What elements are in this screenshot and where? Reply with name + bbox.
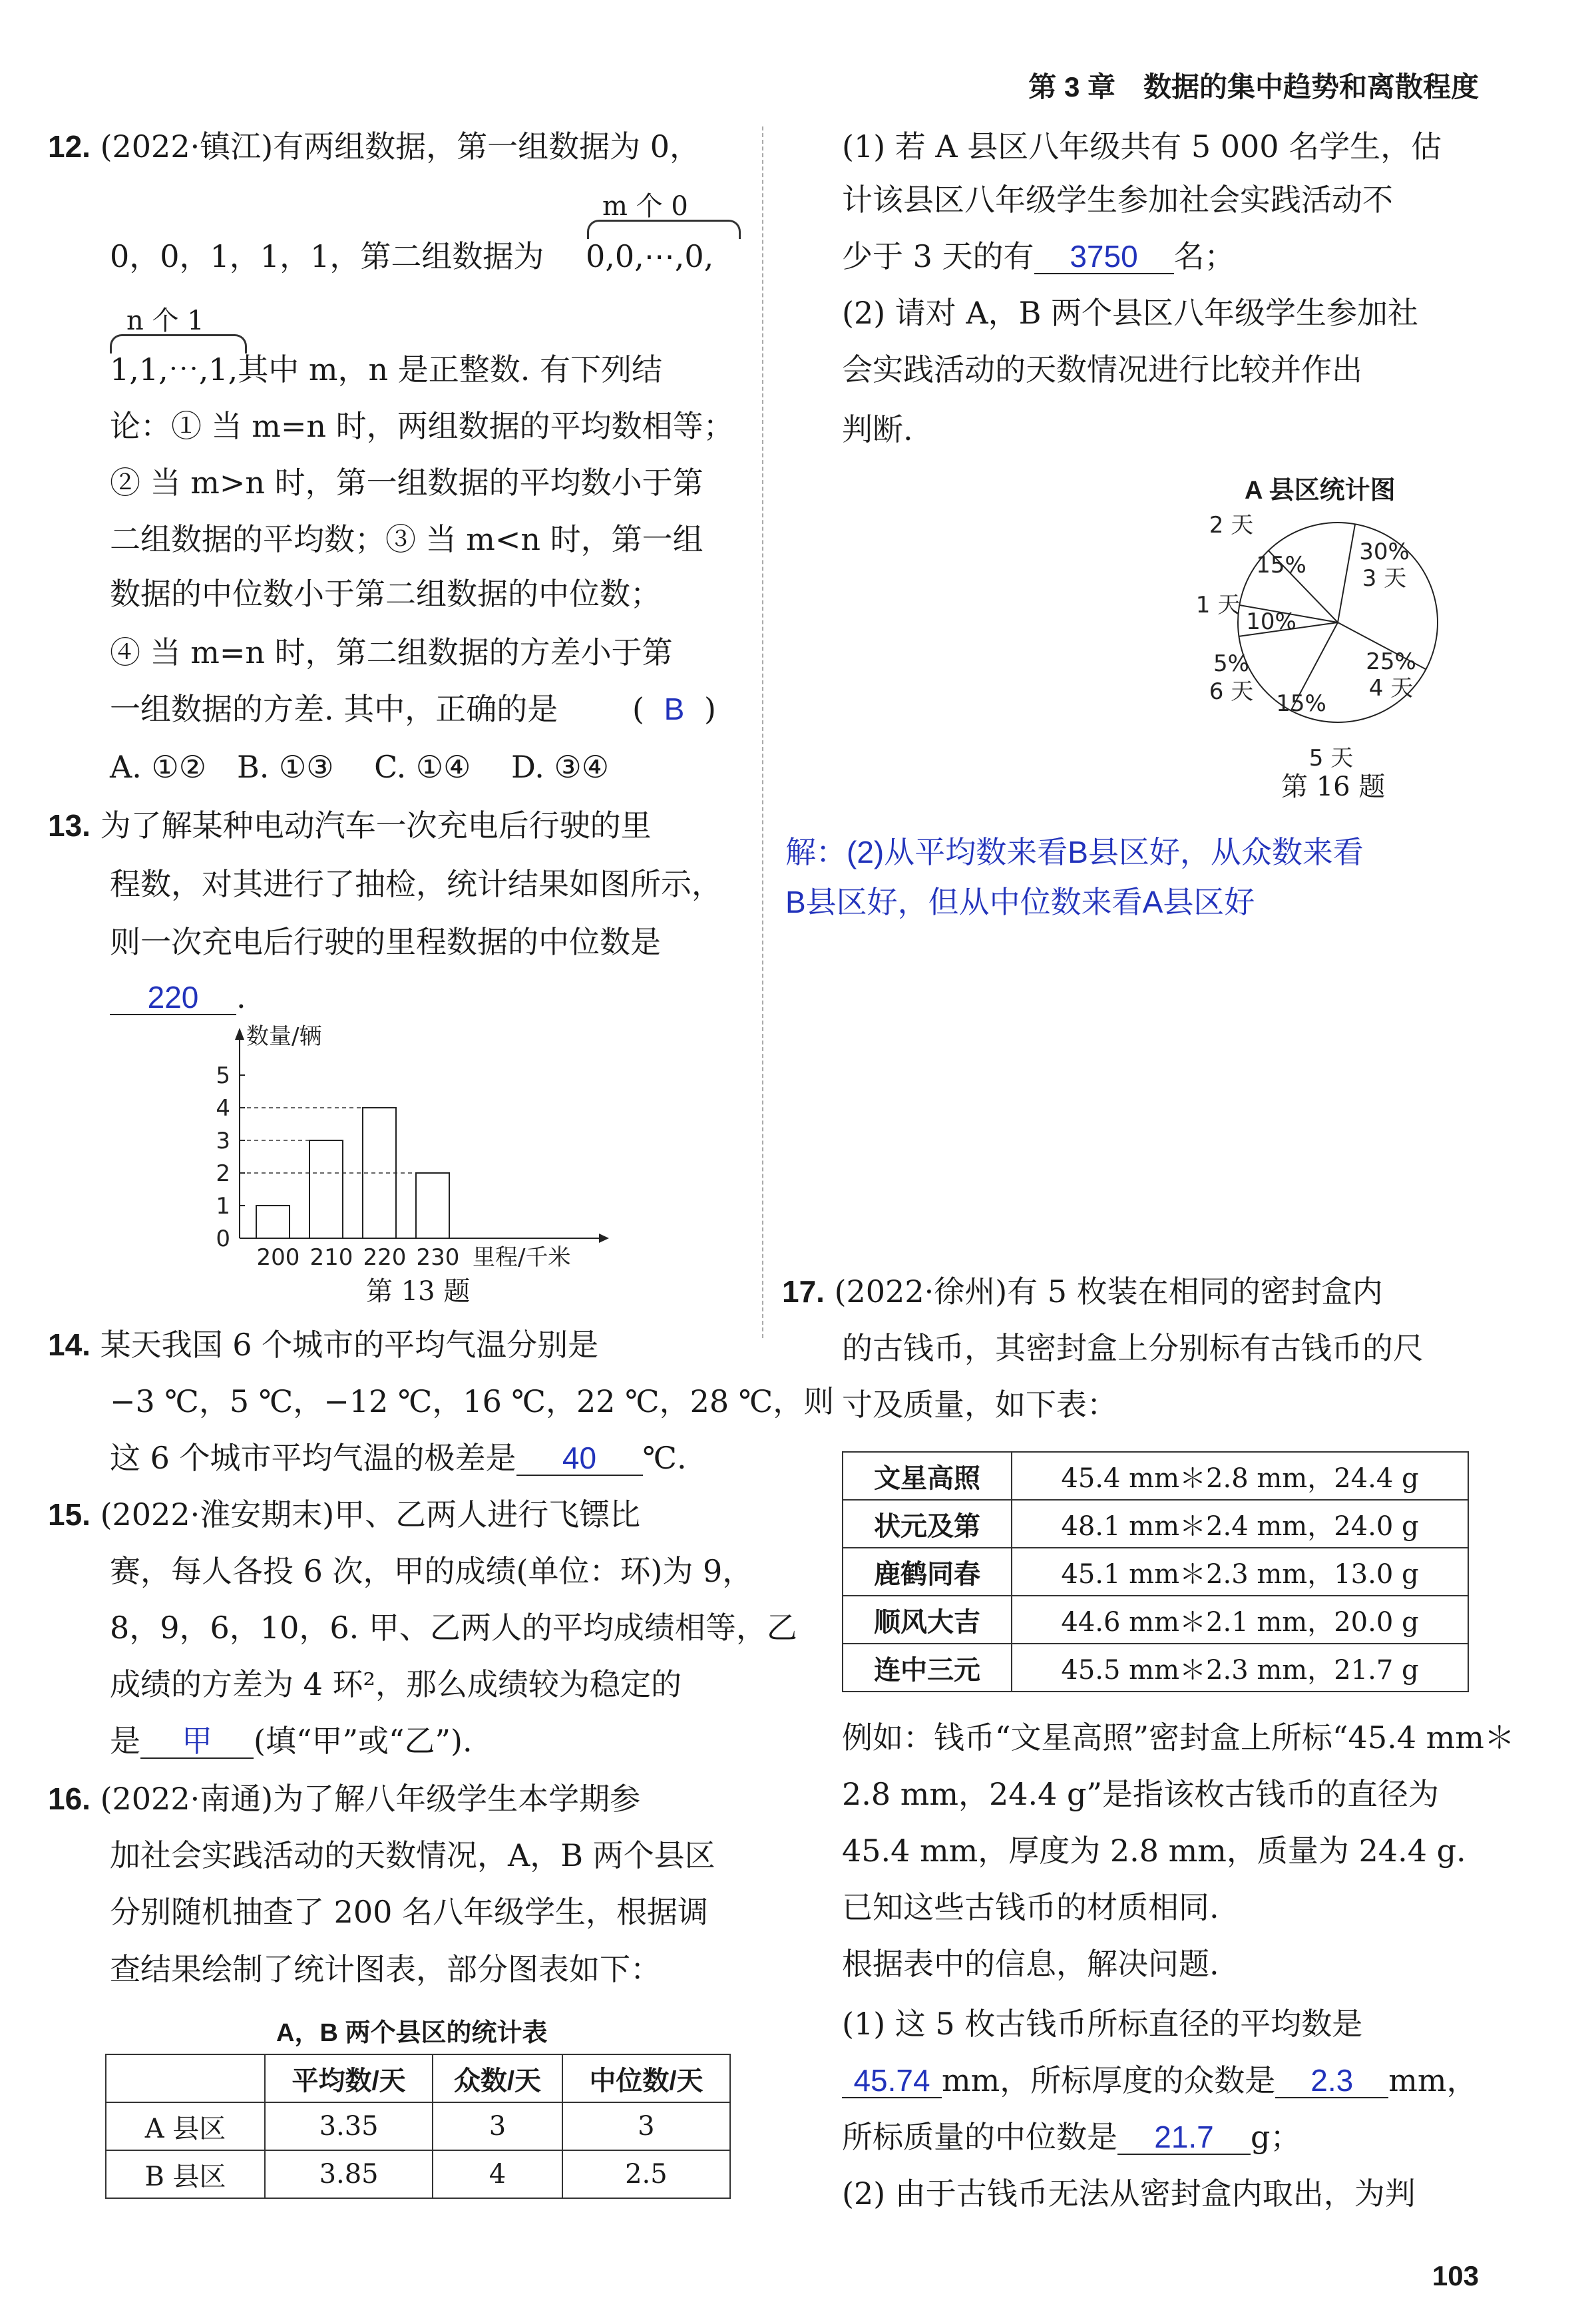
q15-text-1: (2022·淮安期末)甲、乙两人进行飞镖比 (100, 1497, 641, 1532)
q17-text-1: (2022·徐州)有 5 枚装在相同的密封盒内 (834, 1274, 1383, 1309)
q16-number: 16. (48, 1781, 91, 1816)
q13-text-1: 为了解某种电动汽车一次充电后行驶的里 (100, 808, 652, 843)
table-row (843, 1644, 1468, 1692)
q13-answer: 220 (110, 981, 236, 1015)
y-axis-label: 数量/辆 (246, 1023, 322, 1050)
q12-brace1-label: m 个 0 (602, 191, 688, 222)
pie-slice-label: 1 天 (1195, 592, 1241, 618)
q17-e6: (1) 这 5 枚古钱币所标直径的平均数是 (842, 2006, 1363, 2042)
x-tick-label: 200 (256, 1244, 300, 1271)
q14-line1 (48, 1325, 598, 1365)
q17-coin-table (842, 1451, 1469, 1692)
q15-text-4: 成绩的方差为 4 环²，那么成绩较为稳定的 (110, 1666, 682, 1702)
q16-p5: 会实践活动的天数情况进行比较并作出 (842, 351, 1362, 387)
column-divider (762, 126, 763, 1338)
q14-text-1: 某天我国 6 个城市的平均气温分别是 (100, 1327, 599, 1363)
q16-text-p3b: 名； (1173, 238, 1235, 274)
q14-number: 14. (48, 1327, 91, 1362)
coin-spec: 44.6 mm＊2.1 mm，20.0 g (1012, 1596, 1468, 1644)
page-number: 103 (1432, 2260, 1479, 2291)
q12-text-1: (2022·镇江)有两组数据，第一组数据为 0， (100, 128, 701, 164)
coin-spec: 45.5 mm＊2.3 mm，21.7 g (1012, 1644, 1468, 1692)
q12-answer: B (664, 692, 685, 726)
pie-slice-percent: 10% (1246, 608, 1297, 635)
q12-line2 (110, 236, 544, 276)
q17-line1 (782, 1272, 1383, 1311)
pie-title: A 县区统计图 (1245, 477, 1396, 505)
q17-e7 (842, 2060, 1478, 2100)
x-tick-label: 210 (309, 1244, 353, 1271)
q17-e5: 根据表中的信息，解决问题. (842, 1946, 1219, 1982)
q16-text-4: 查结果绘制了统计图表，部分图表如下： (110, 1951, 661, 1987)
coin-name: 连中三元 (843, 1644, 1012, 1692)
pie-slice-label: 5 天 (1308, 745, 1354, 772)
coin-name: 状元及第 (843, 1500, 1012, 1548)
q14-text-3a: 这 6 个城市平均气温的极差是 (110, 1440, 516, 1476)
q12-text-7: 数据的中位数小于第二组数据的中位数； (110, 576, 661, 612)
q17-answer-b: 2.3 (1275, 2064, 1388, 2098)
q17-e8 (842, 2117, 1300, 2157)
q12-number: 12. (48, 129, 91, 164)
q13-bar-chart (200, 1019, 626, 1272)
q14-text-3b: ℃. (642, 1440, 687, 1476)
table-row (843, 1596, 1468, 1644)
q15-number: 15. (48, 1497, 91, 1532)
pie-slice-label: 6 天 (1209, 678, 1254, 705)
q12-text-2a: 0，0，1，1，1，第二组数据为 (110, 238, 544, 274)
q12-text-4: 论：① 当 m=n 时，两组数据的平均数相等； (110, 408, 734, 444)
pie-slice-percent: 30% (1359, 539, 1410, 565)
y-tick-label: 4 (216, 1095, 230, 1122)
q12-text-5: ② 当 m>n 时，第一组数据的平均数小于第 (110, 465, 703, 501)
q16-p6: 判断. (842, 411, 913, 447)
y-tick-label: 1 (216, 1193, 230, 1220)
coin-spec: 45.4 mm＊2.8 mm，24.4 g (1012, 1452, 1468, 1500)
chapter-header: 第 3 章 数据的集中趋势和离散程度 (1028, 71, 1479, 103)
q12-text-3: 1,1,⋯,1,其中 m，n 是正整数. 有下列结 (110, 351, 663, 387)
q17-answer-a: 45.74 (842, 2064, 942, 2098)
q16-table-caption: A，B 两个县区的统计表 (276, 2019, 548, 2047)
coin-spec: 45.1 mm＊2.3 mm，13.0 g (1012, 1548, 1468, 1596)
q15-answer: 甲 (140, 1724, 254, 1759)
q14-text-2: −3 ℃，5 ℃，−12 ℃，16 ℃，22 ℃，28 ℃，则 (110, 1383, 835, 1419)
y-tick-label: 3 (216, 1128, 230, 1154)
q17-e2: 2.8 mm，24.4 g”是指该枚古钱币的直径为 (842, 1776, 1440, 1812)
q17-text-7b: mm， (1388, 2062, 1478, 2098)
q15-line5 (110, 1721, 473, 1761)
table-header-row (106, 2054, 730, 2102)
q12-text-9 (110, 689, 558, 729)
q16-line1 (48, 1779, 640, 1819)
q17-e4: 已知这些古钱币的材质相同. (842, 1889, 1219, 1925)
q16-solution-line1: 解：(2)从平均数来看B县区好，从众数来看 (785, 835, 1364, 869)
table-row (106, 2150, 730, 2198)
coin-name: 文星高照 (843, 1452, 1012, 1500)
q17-text-8b: g； (1251, 2119, 1301, 2155)
table-row (106, 2102, 730, 2150)
x-tick-label: 230 (416, 1244, 460, 1271)
x-axis-label: 里程/千米 (473, 1244, 571, 1271)
q12-brace2-label: n 个 1 (126, 306, 204, 336)
q13-caption: 第 13 题 (366, 1276, 471, 1307)
table-row (843, 1548, 1468, 1596)
pie-slice-label: 2 天 (1209, 512, 1254, 539)
pie-slice-label: 4 天 (1368, 675, 1414, 702)
y-tick-label: 5 (216, 1062, 230, 1089)
table-header-cell: 中位数/天 (562, 2054, 730, 2102)
q13-number: 13. (48, 808, 91, 843)
q12-question-tail: 一组数据的方差. 其中，正确的是 (110, 691, 558, 727)
q15-text-3: 8，9，6，10，6. 甲、乙两人的平均成绩相等，乙 (110, 1610, 797, 1646)
q14-answer: 40 (516, 1441, 643, 1476)
x-tick-label: 220 (363, 1244, 407, 1271)
table-cell: 4 (433, 2150, 562, 2198)
q13-blank-line: 220 . (110, 977, 246, 1017)
q16-text-2: 加社会实践活动的天数情况，A，B 两个县区 (110, 1837, 715, 1873)
q17-text-2: 的古钱币，其密封盒上分别标有古钱币的尺 (842, 1330, 1424, 1366)
pie-caption: 第 16 题 (1281, 772, 1386, 802)
table-header-cell (106, 2054, 265, 2102)
pie-slice-percent: 15% (1276, 690, 1326, 717)
q17-e1: 例如：钱币“文星高照”密封盒上所标“45.4 mm＊ (842, 1720, 1515, 1755)
table-header-cell: 平均数/天 (265, 2054, 433, 2102)
table-cell: 3.35 (265, 2102, 433, 2150)
coin-name: 鹿鹤同春 (843, 1548, 1012, 1596)
q12-options: A. ①② B. ①③ C. ①④ D. ③④ (110, 749, 609, 785)
table-cell: A 县区 (106, 2102, 265, 2150)
q16-p1: (1) 若 A 县区八年级共有 5 000 名学生，估 (842, 128, 1442, 164)
q14-line3 (110, 1438, 687, 1478)
q16-text-3: 分别随机抽查了 200 名八年级学生，根据调 (110, 1894, 709, 1930)
q16-text-1: (2022·南通)为了解八年级学生本学期参 (100, 1781, 641, 1817)
table-cell: 3 (562, 2102, 730, 2150)
q17-answer-c: 21.7 (1117, 2120, 1251, 2155)
q12-answer-bracket: ( B ) (632, 689, 716, 729)
q16-answer1: 3750 (1034, 240, 1174, 274)
q13-line1 (48, 806, 652, 845)
coin-name: 顺风大吉 (843, 1596, 1012, 1644)
q15-text-5a: 是 (110, 1723, 140, 1759)
table-row (843, 1500, 1468, 1548)
bar (416, 1173, 449, 1238)
table-row (843, 1452, 1468, 1500)
q17-text-8a: 所标质量的中位数是 (842, 2119, 1117, 2155)
q16-text-p3a: 少于 3 天的有 (842, 238, 1034, 274)
table-cell: 2.5 (562, 2150, 730, 2198)
y-tick-label: 0 (216, 1226, 230, 1252)
q17-e3: 45.4 mm，厚度为 2.8 mm，质量为 24.4 g. (842, 1833, 1466, 1869)
pie-slice-percent: 25% (1366, 648, 1416, 675)
q12-text-6: 二组数据的平均数；③ 当 m<n 时，第一组 (110, 521, 703, 557)
q15-text-2: 赛，每人各投 6 次，甲的成绩(单位：环)为 9， (110, 1553, 753, 1589)
q17-e9: (2) 由于古钱币无法从密封盒内取出，为判 (842, 2176, 1416, 2211)
pie-slice-percent: 15% (1256, 552, 1306, 579)
q12-line1 (48, 126, 700, 166)
coin-spec: 48.1 mm＊2.4 mm，24.0 g (1012, 1500, 1468, 1548)
y-tick-label: 2 (216, 1160, 230, 1187)
q16-stats-table (105, 2054, 731, 2199)
q13-text-2: 程数，对其进行了抽检，统计结果如图所示， (110, 866, 722, 902)
table-cell: 3.85 (265, 2150, 433, 2198)
pie-slice-percent: 5% (1213, 650, 1249, 677)
q12-seq1: 0,0,⋯,0, (586, 238, 714, 274)
q15-text-5b: (填“甲”或“乙”). (254, 1723, 473, 1759)
q16-p4: (2) 请对 A，B 两个县区八年级学生参加社 (842, 295, 1419, 331)
pie-slice-label: 3 天 (1362, 565, 1407, 592)
x-axis-arrow (599, 1234, 609, 1243)
q15-line1 (48, 1495, 640, 1534)
q13-text-3: 则一次充电后行驶的里程数据的中位数是 (110, 924, 661, 960)
bar (309, 1140, 343, 1238)
q16-pie-chart (1171, 506, 1504, 772)
q12-text-8: ④ 当 m=n 时，第二组数据的方差小于第 (110, 634, 673, 670)
q17-text-7a: mm，所标厚度的众数是 (942, 2062, 1276, 2098)
q17-number: 17. (782, 1274, 825, 1309)
q16-solution-line2: B县区好，但从中位数来看A县区好 (785, 885, 1255, 919)
y-axis-arrow (235, 1028, 244, 1040)
q16-p3 (842, 236, 1235, 276)
bar (256, 1206, 290, 1238)
q17-text-3: 寸及质量，如下表： (842, 1387, 1117, 1423)
table-header-cell: 众数/天 (433, 2054, 562, 2102)
table-cell: B 县区 (106, 2150, 265, 2198)
q16-p2: 计该县区八年级学生参加社会实践活动不 (842, 182, 1393, 218)
table-cell: 3 (433, 2102, 562, 2150)
